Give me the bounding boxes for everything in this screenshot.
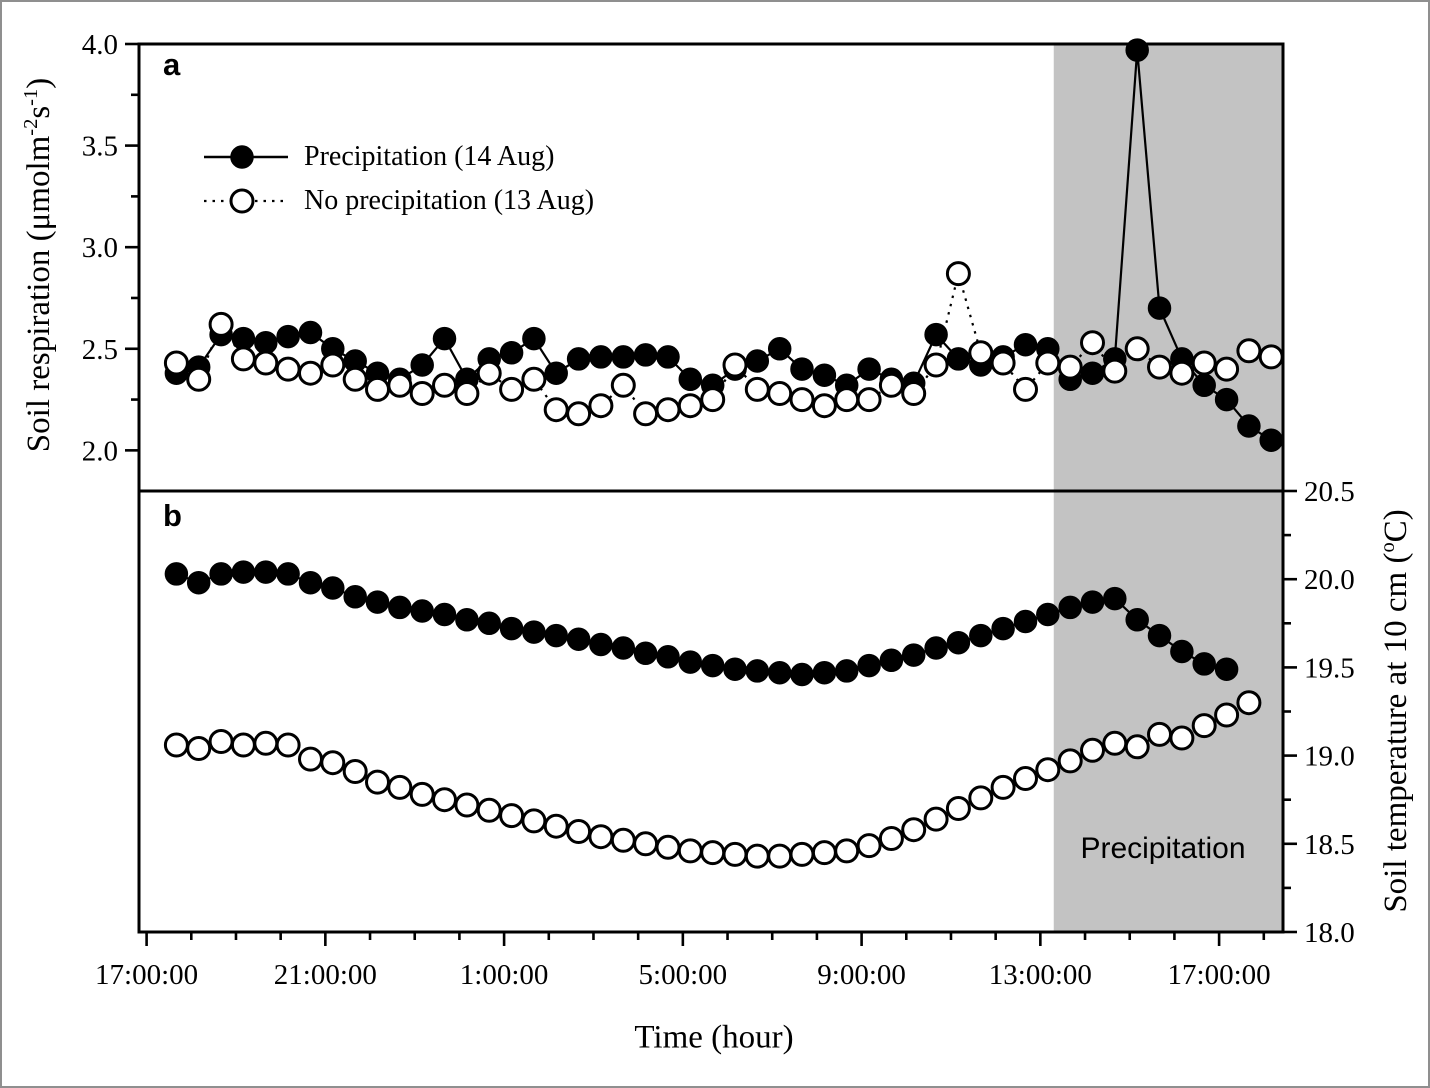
y-right-tick-label: 18.0 [1304, 917, 1355, 949]
data-point-resp-13aug [389, 374, 411, 396]
data-point-resp-14aug [769, 338, 791, 360]
data-point-temp-13aug [746, 845, 768, 867]
data-point-resp-13aug [523, 368, 545, 390]
data-point-temp-14aug [1171, 641, 1193, 663]
data-point-resp-13aug [612, 374, 634, 396]
y-right-tick-label: 20.5 [1304, 476, 1355, 508]
data-point-resp-13aug [813, 395, 835, 417]
data-point-temp-14aug [1015, 611, 1037, 633]
x-axis-tick-label: 9:00:00 [817, 959, 906, 991]
data-point-temp-13aug [858, 835, 880, 857]
data-point-temp-13aug [769, 845, 791, 867]
data-point-resp-13aug [1193, 352, 1215, 374]
data-point-temp-14aug [344, 586, 366, 608]
data-point-temp-14aug [970, 625, 992, 647]
data-point-temp-14aug [724, 658, 746, 680]
data-point-resp-14aug [813, 364, 835, 386]
data-point-resp-14aug [746, 350, 768, 372]
data-point-temp-14aug [367, 591, 389, 613]
y-right-tick-label: 19.5 [1304, 652, 1355, 685]
data-point-resp-14aug [1149, 297, 1171, 319]
data-point-temp-13aug [1149, 723, 1171, 745]
data-point-resp-13aug [344, 368, 366, 390]
data-point-temp-14aug [545, 625, 567, 647]
data-point-resp-14aug [523, 328, 545, 350]
data-point-temp-13aug [947, 798, 969, 820]
x-axis-tick-label: 5:00:00 [638, 959, 728, 991]
legend-item-precipitation [202, 135, 594, 179]
data-point-resp-14aug [1082, 362, 1104, 384]
data-point-temp-13aug [970, 787, 992, 809]
data-point-temp-14aug [903, 644, 925, 666]
data-point-temp-14aug [188, 572, 210, 594]
data-point-temp-14aug [880, 649, 902, 671]
data-point-temp-14aug [836, 660, 858, 682]
y-right-tick-label: 19.0 [1304, 740, 1355, 773]
data-point-resp-13aug [456, 383, 478, 405]
data-point-temp-13aug [1037, 759, 1059, 781]
data-point-temp-14aug [1059, 596, 1081, 618]
data-point-temp-14aug [277, 563, 299, 585]
data-point-resp-14aug [300, 322, 322, 344]
data-point-resp-13aug [1037, 352, 1059, 374]
data-point-temp-13aug [165, 734, 187, 756]
y-left-tick-label: 3.0 [81, 232, 118, 265]
data-point-resp-13aug [255, 352, 277, 374]
data-point-resp-14aug [501, 342, 523, 364]
data-point-temp-13aug [411, 783, 433, 805]
data-point-resp-13aug [1238, 340, 1260, 362]
y-left-tick-label: 2.0 [81, 435, 118, 468]
data-point-resp-13aug [188, 368, 210, 390]
data-point-temp-13aug [389, 776, 411, 798]
data-point-resp-14aug [635, 344, 657, 366]
data-point-temp-13aug [478, 799, 500, 821]
panel-a-label: a [163, 47, 181, 82]
data-point-temp-13aug [232, 734, 254, 756]
data-point-resp-13aug [1104, 360, 1126, 382]
data-point-temp-13aug [836, 840, 858, 862]
data-point-resp-13aug [1260, 346, 1282, 368]
data-point-resp-14aug [1260, 429, 1282, 451]
data-point-temp-13aug [657, 836, 679, 858]
data-point-resp-13aug [568, 403, 590, 425]
data-point-resp-14aug [232, 328, 254, 350]
data-point-resp-14aug [1126, 39, 1148, 61]
data-point-resp-14aug [590, 346, 612, 368]
data-point-resp-13aug [724, 354, 746, 376]
data-point-temp-13aug [992, 776, 1014, 798]
data-point-resp-13aug [880, 374, 902, 396]
data-point-temp-13aug [1126, 736, 1148, 758]
data-point-temp-14aug [813, 662, 835, 684]
data-point-temp-14aug [746, 660, 768, 682]
legend-label-no-precipitation: No precipitation (13 Aug) [304, 185, 595, 216]
data-point-temp-13aug [434, 789, 456, 811]
data-point-temp-14aug [657, 646, 679, 668]
data-point-temp-13aug [679, 840, 701, 862]
data-point-resp-13aug [1171, 362, 1193, 384]
data-point-resp-13aug [1216, 358, 1238, 380]
data-point-temp-13aug [1059, 750, 1081, 772]
data-point-temp-13aug [1193, 715, 1215, 737]
y-left-tick-label: 4.0 [81, 29, 118, 61]
data-point-temp-14aug [1149, 625, 1171, 647]
y-left-tick-label: 2.5 [81, 333, 118, 366]
data-point-resp-14aug [1193, 374, 1215, 396]
data-point-resp-13aug [858, 389, 880, 411]
legend [202, 135, 594, 223]
data-point-resp-14aug [612, 346, 634, 368]
data-point-resp-13aug [635, 403, 657, 425]
data-point-temp-13aug [255, 732, 277, 754]
data-point-temp-13aug [322, 752, 344, 774]
data-point-temp-14aug [1037, 604, 1059, 626]
data-point-temp-13aug [635, 833, 657, 855]
x-axis-tick-label: 21:00:00 [273, 959, 377, 991]
data-point-resp-13aug [702, 389, 724, 411]
y-right-tick-label: 20.0 [1304, 564, 1355, 597]
data-point-resp-14aug [925, 324, 947, 346]
data-point-resp-13aug [322, 354, 344, 376]
legend-item-no-precipitation [202, 179, 594, 223]
legend-marker-filled-circle-icon [202, 141, 290, 173]
data-point-resp-13aug [1015, 378, 1037, 400]
precipitation-region [1054, 44, 1283, 932]
data-point-temp-13aug [568, 821, 590, 843]
data-point-temp-13aug [813, 842, 835, 864]
data-point-temp-14aug [456, 609, 478, 631]
data-point-temp-13aug [1171, 727, 1193, 749]
data-point-temp-14aug [165, 563, 187, 585]
data-point-temp-13aug [545, 815, 567, 837]
data-point-temp-14aug [769, 662, 791, 684]
data-point-temp-14aug [1104, 588, 1126, 610]
data-point-resp-13aug [1126, 338, 1148, 360]
data-point-resp-13aug [947, 263, 969, 285]
data-point-resp-13aug [769, 383, 791, 405]
data-point-resp-14aug [434, 328, 456, 350]
x-axis-tick-label: 13:00:00 [988, 959, 1092, 991]
data-point-temp-13aug [612, 829, 634, 851]
data-point-resp-13aug [657, 399, 679, 421]
data-point-temp-14aug [1126, 609, 1148, 631]
data-point-resp-14aug [545, 362, 567, 384]
x-axis-tick-label: 17:00:00 [1167, 959, 1271, 991]
data-point-temp-14aug [947, 632, 969, 654]
data-point-resp-13aug [1149, 356, 1171, 378]
data-point-resp-13aug [411, 383, 433, 405]
data-point-resp-13aug [590, 395, 612, 417]
data-point-temp-13aug [367, 771, 389, 793]
legend-label-precipitation: Precipitation (14 Aug) [304, 141, 555, 172]
data-point-resp-13aug [501, 378, 523, 400]
data-point-temp-13aug [925, 808, 947, 830]
data-point-resp-13aug [165, 352, 187, 374]
data-point-resp-13aug [1059, 356, 1081, 378]
data-point-temp-13aug [210, 731, 232, 753]
data-point-temp-13aug [523, 810, 545, 832]
data-point-resp-13aug [746, 378, 768, 400]
y-right-tick-label: 18.5 [1304, 828, 1355, 861]
data-point-resp-14aug [679, 368, 701, 390]
data-point-resp-14aug [411, 354, 433, 376]
data-point-temp-13aug [880, 828, 902, 850]
y-axis-title-left: Soil respiration $(\mu molm^{-2}s^{-1})$ [20, 77, 57, 453]
data-point-temp-14aug [1193, 653, 1215, 675]
data-point-temp-14aug [590, 634, 612, 656]
data-point-resp-14aug [1015, 334, 1037, 356]
data-point-resp-13aug [478, 362, 500, 384]
data-point-resp-13aug [925, 354, 947, 376]
data-point-resp-13aug [903, 383, 925, 405]
data-point-temp-14aug [1082, 591, 1104, 613]
data-point-temp-14aug [858, 655, 880, 677]
data-point-temp-13aug [1082, 739, 1104, 761]
data-point-temp-13aug [300, 748, 322, 770]
data-point-resp-13aug [679, 395, 701, 417]
data-point-resp-13aug [992, 352, 1014, 374]
data-point-temp-14aug [925, 637, 947, 659]
data-point-resp-14aug [1238, 415, 1260, 437]
data-point-resp-13aug [434, 374, 456, 396]
data-point-resp-13aug [1082, 332, 1104, 354]
data-point-temp-13aug [1104, 732, 1126, 754]
data-point-temp-14aug [232, 561, 254, 583]
data-point-temp-13aug [188, 738, 210, 760]
data-point-resp-13aug [367, 378, 389, 400]
data-point-temp-14aug [568, 628, 590, 650]
data-point-temp-14aug [992, 618, 1014, 640]
data-point-temp-13aug [903, 819, 925, 841]
data-point-temp-14aug [434, 604, 456, 626]
data-point-temp-13aug [1238, 692, 1260, 714]
data-point-temp-14aug [210, 563, 232, 585]
precipitation-region-label: Precipitation [1080, 832, 1246, 865]
data-point-temp-13aug [277, 734, 299, 756]
data-point-temp-14aug [300, 572, 322, 594]
data-point-temp-14aug [255, 561, 277, 583]
data-point-temp-13aug [456, 794, 478, 816]
data-point-resp-14aug [568, 348, 590, 370]
y-axis-title-right: Soil temperature at 10 cm ($^o$C) [1377, 509, 1414, 913]
data-point-temp-14aug [501, 618, 523, 640]
data-point-temp-14aug [1216, 658, 1238, 680]
data-point-resp-13aug [277, 358, 299, 380]
data-point-resp-14aug [791, 358, 813, 380]
y-left-tick-label: 3.5 [81, 130, 118, 163]
data-point-temp-14aug [612, 637, 634, 659]
data-point-resp-14aug [255, 332, 277, 354]
data-point-temp-14aug [679, 651, 701, 673]
data-point-temp-14aug [411, 600, 433, 622]
legend-marker-open-circle-icon [202, 185, 290, 217]
data-point-resp-13aug [300, 362, 322, 384]
data-point-temp-13aug [501, 805, 523, 827]
data-point-temp-13aug [1216, 704, 1238, 726]
data-point-resp-13aug [836, 389, 858, 411]
panel-b-label: b [163, 498, 182, 533]
data-point-resp-13aug [791, 389, 813, 411]
x-axis-title: Time (hour) [634, 1019, 794, 1056]
data-point-temp-14aug [635, 642, 657, 664]
x-axis-tick-label: 1:00:00 [459, 959, 549, 991]
data-point-resp-13aug [232, 348, 254, 370]
data-point-resp-14aug [1216, 389, 1238, 411]
data-point-resp-13aug [545, 399, 567, 421]
data-point-temp-14aug [523, 621, 545, 643]
data-point-temp-13aug [724, 843, 746, 865]
data-point-resp-14aug [947, 348, 969, 370]
data-point-temp-14aug [389, 596, 411, 618]
data-point-temp-13aug [590, 826, 612, 848]
data-point-temp-13aug [791, 843, 813, 865]
x-axis-tick-label: 17:00:00 [95, 959, 199, 991]
data-point-resp-13aug [210, 313, 232, 335]
data-point-temp-14aug [702, 655, 724, 677]
data-point-resp-14aug [858, 358, 880, 380]
data-point-temp-13aug [344, 761, 366, 783]
data-point-temp-14aug [791, 664, 813, 686]
data-point-resp-14aug [657, 346, 679, 368]
data-point-temp-14aug [322, 577, 344, 599]
data-point-temp-13aug [702, 842, 724, 864]
data-point-temp-14aug [478, 612, 500, 634]
data-point-resp-14aug [277, 326, 299, 348]
data-point-resp-13aug [970, 342, 992, 364]
data-point-temp-13aug [1015, 768, 1037, 790]
